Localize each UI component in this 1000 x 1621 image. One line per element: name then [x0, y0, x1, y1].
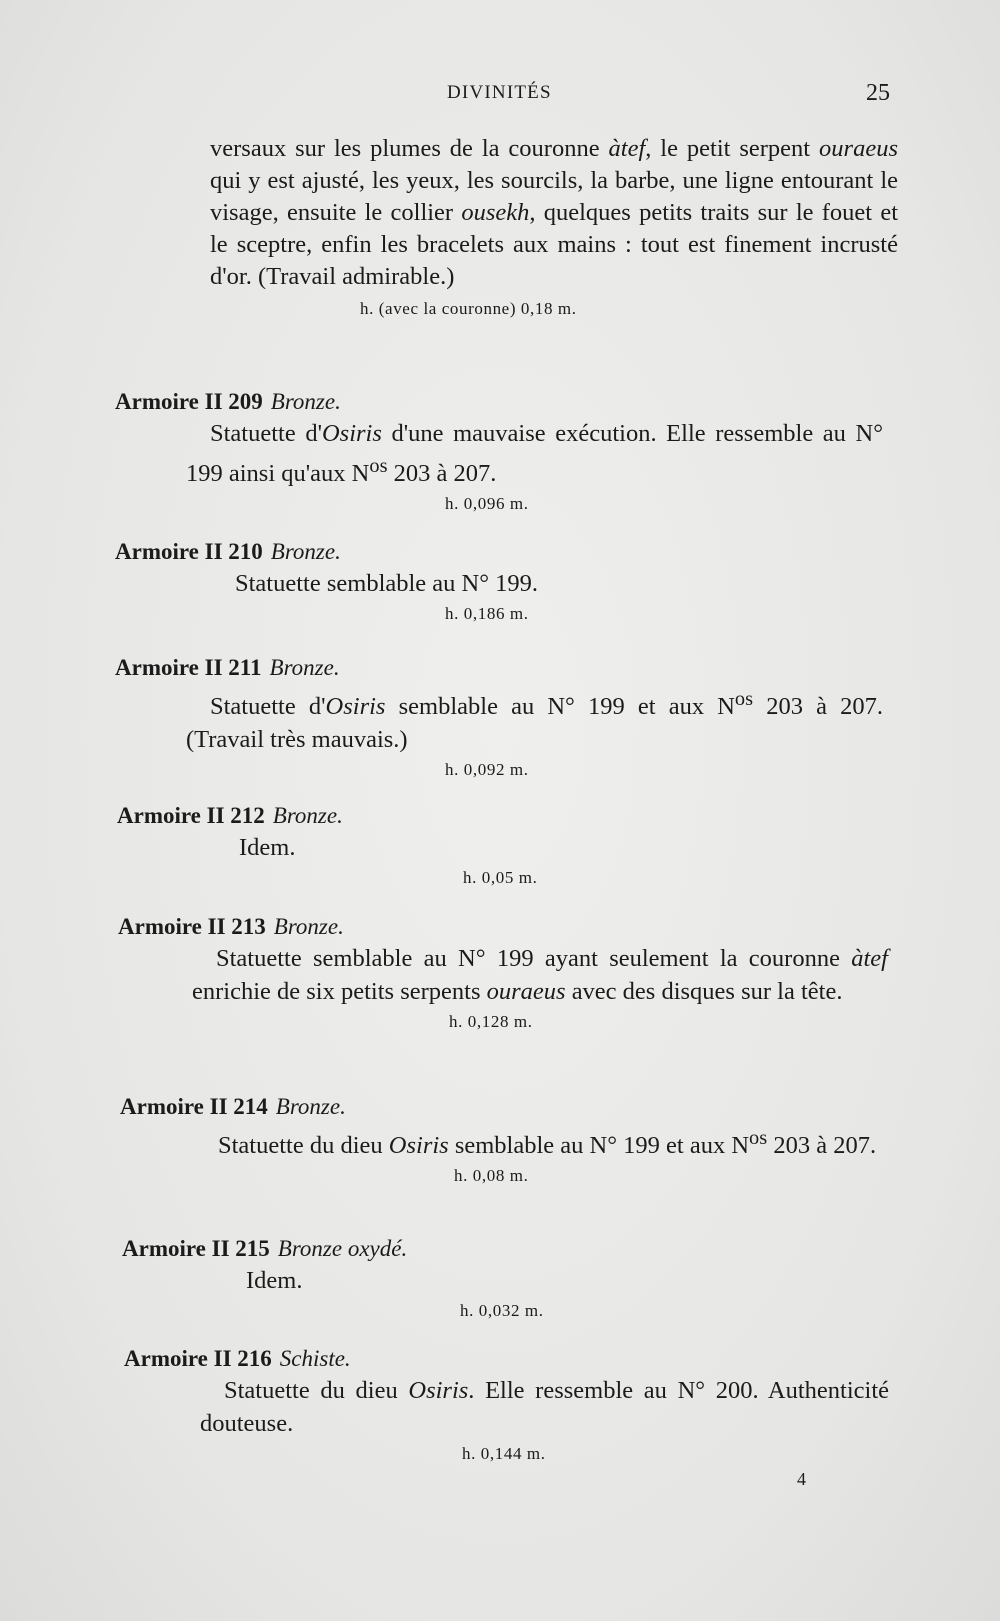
entry-location: Armoire II 211	[115, 655, 262, 680]
entry-location: Armoire II 216	[124, 1346, 272, 1371]
catalog-entry-216	[124, 1344, 889, 1464]
catalog-entry-212	[117, 801, 817, 888]
entry-dimension: h. 0,128 m.	[449, 1012, 533, 1031]
entry-material: Bronze.	[275, 1094, 346, 1119]
entry-location: Armoire II 212	[117, 803, 265, 828]
entry-location: Armoire II 215	[122, 1236, 270, 1261]
entry-location: Armoire II 214	[120, 1094, 268, 1119]
entry-heading	[117, 801, 817, 831]
signature-mark: 4	[797, 1469, 806, 1489]
catalog-entry-213	[118, 912, 888, 1032]
entry-heading	[115, 653, 815, 683]
continued-paragraph-text: versaux sur les plumes de la couronne àtef, le petit serpent ouraeus qui y est ajusté, les yeux, les sourcils, la barbe, une ligne entourant le visage, ensuite le collier ousekh, quelques petits traits sur le fouet et le sceptre, enfin les bracelets aux mains : tout est finement incrusté d'or. (Travail admirable.)	[210, 135, 898, 290]
entry-heading	[118, 912, 818, 942]
entry-material: Schiste.	[279, 1346, 351, 1371]
entry-material: Bronze.	[272, 803, 343, 828]
entry-description: Statuette du dieu Osiris. Elle ressemble au N° 200. Authenticité douteuse.	[200, 1377, 889, 1437]
page-number: 25	[866, 80, 890, 106]
catalog-entry-209	[115, 387, 883, 514]
entry-heading	[120, 1092, 820, 1122]
entry-material: Bronze.	[273, 914, 344, 939]
entry-dimension: h. 0,144 m.	[462, 1444, 546, 1463]
continued-paragraph	[210, 133, 898, 319]
catalog-entry-211	[115, 653, 884, 780]
entry-description: Statuette semblable au N° 199.	[235, 570, 539, 597]
entry-heading	[122, 1234, 822, 1264]
entry-description: Statuette d'Osiris d'une mauvaise exécution. Elle ressemble au N° 199 ainsi qu'aux $N^{os}$ 203 à 207.	[186, 420, 883, 488]
entry-description: Idem.	[239, 834, 296, 861]
entry-dimension: h. 0,05 m.	[463, 868, 538, 887]
catalog-entry-210	[115, 537, 815, 624]
entry-dimension: h. 0,08 m.	[454, 1166, 529, 1186]
entry-dimension: h. 0,092 m.	[445, 760, 529, 780]
entry-material: Bronze.	[270, 539, 341, 564]
running-title: DIVINITÉS	[447, 82, 552, 103]
entry-location: Armoire II 210	[115, 539, 263, 564]
entry-heading	[115, 387, 815, 417]
entry-description: Idem.	[246, 1267, 303, 1294]
entry-description: Statuette semblable au N° 199 ayant seulement la couronne àtef enrichie de six petits serpents ouraeus avec des disques sur la tête.	[192, 945, 888, 1005]
dimension-label: h. (avec la couronne) 0,18 m.	[360, 299, 577, 318]
page-header	[0, 80, 1000, 110]
entry-heading	[124, 1344, 824, 1374]
entry-dimension: h. 0,032 m.	[460, 1301, 544, 1320]
entry-description: Statuette d'Osiris semblable au N° 199 et aux $N^{os}$ 203 à 207. (Travail très mauvais.)	[186, 688, 884, 754]
entry-location: Armoire II 213	[118, 914, 266, 939]
entry-material: Bronze.	[269, 655, 340, 680]
entry-material: Bronze oxydé.	[277, 1236, 408, 1261]
catalog-entry-214	[120, 1092, 877, 1186]
catalog-entry-215	[122, 1234, 822, 1321]
entry-heading	[115, 537, 815, 567]
entry-dimension: h. 0,096 m.	[445, 494, 529, 514]
entry-material: Bronze.	[270, 389, 341, 414]
entry-dimension: h. 0,186 m.	[445, 604, 529, 623]
entry-location: Armoire II 209	[115, 389, 263, 414]
entry-description: Statuette du dieu Osiris semblable au N° 199 et aux $N^{os}$ 203 à 207.	[218, 1127, 877, 1160]
